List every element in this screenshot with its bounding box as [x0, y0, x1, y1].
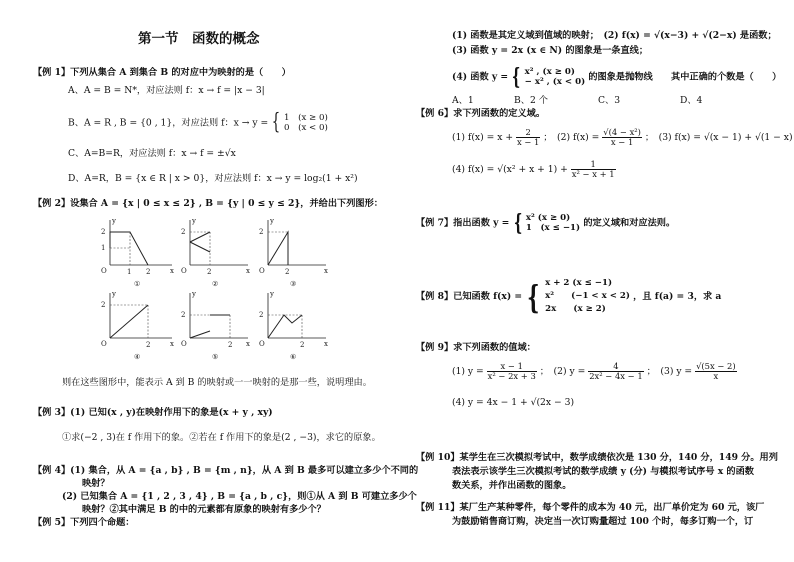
formula-text: (1) f(x) = x +: [452, 132, 514, 143]
origin-label: O: [101, 267, 107, 275]
example-4-stem-1b: 映射？: [82, 478, 110, 489]
example-9-stem: 【例 9】求下列函数的值域：: [416, 342, 536, 353]
example-5-p1: (1) 函数是其定义域到值域的映射； (2) f(x) = √(x−3) + √(2−x) 是函数；: [452, 30, 777, 41]
example-10-line-2: 表法表示该学生三次模拟考试的数学成绩 y (分) 与模拟考试序号 x 的函数: [452, 466, 754, 477]
example-1-option-c: C、A=B=R，对应法则 f：x → f = ±√x: [68, 148, 236, 159]
piecewise-cases: [284, 113, 328, 133]
example-4-stem-2: (2) 已知集合 A = {1 , 2 , 3 , 4} , B = {a , b , c}，则①从 A 到 B 可建立多少个: [62, 491, 417, 502]
tick-2: 2: [207, 268, 212, 276]
example-6-stem: 【例 6】求下列函数的定义域。: [416, 108, 546, 119]
tick-2: 2: [300, 341, 305, 349]
example-9-f4: (4) y = 4x − 1 + √(2x − 3): [452, 397, 575, 408]
formula-text: (1) y =: [452, 366, 484, 377]
graph-label-2: ②: [212, 280, 219, 288]
formula-text: ； (3) f(x) = √(x − 1) + √(1 − x): [644, 132, 793, 143]
x-label: x: [170, 267, 174, 275]
y-label: y: [112, 290, 116, 298]
graph-3: [259, 217, 328, 288]
origin-label: O: [181, 267, 187, 275]
numerator: √(5x − 2): [696, 361, 736, 371]
tick-2: 2: [259, 228, 264, 236]
graph-4: [101, 290, 174, 361]
piecewise-cases: [525, 67, 585, 87]
example-2-question: 则在这些图形中，能表示 A 到 B 的映射或一一映射的是那一些，说明理由。: [62, 377, 372, 388]
tick-2: 2: [146, 268, 151, 276]
tick-2: 2: [285, 268, 290, 276]
piecewise-cases: [545, 277, 630, 316]
tick-2: 2: [181, 228, 186, 236]
numerator: 1: [571, 160, 616, 170]
fraction: [516, 128, 540, 147]
origin-label: O: [259, 267, 265, 275]
graph-5: [181, 290, 250, 361]
x-label: x: [246, 267, 250, 275]
case-line: 1 (x ≤ −1): [525, 223, 581, 233]
fraction: [487, 362, 537, 381]
case-line: 2x (x ≥ 2): [545, 304, 606, 314]
example-1-option-b: [68, 112, 328, 134]
example-5-option-a: A、1: [452, 95, 474, 106]
example-5-p4-question: 的图象是抛物线 其中正确的个数是（ ）: [588, 71, 782, 83]
example-8: [416, 277, 721, 316]
numerator: 4: [588, 362, 643, 372]
fraction: [571, 160, 616, 179]
denominator: x: [713, 371, 719, 381]
page-title: 第一节 函数的概念: [138, 31, 260, 47]
graph-line: [268, 315, 302, 338]
graph-label-6: ⑥: [290, 353, 297, 361]
denominator: 2x² − 4x − 1: [589, 371, 643, 381]
tick-2: 2: [101, 301, 106, 309]
denominator: x − 1: [516, 137, 540, 147]
brace-icon: {: [513, 210, 522, 236]
example-5-option-d: D、4: [680, 95, 703, 106]
x-label: x: [324, 267, 328, 275]
fraction: [602, 128, 642, 147]
y-label: y: [270, 217, 274, 225]
example-3-stem: 【例 3】(1) 已知(x , y)在映射作用下的象是(x + y , xy): [33, 407, 273, 418]
example-11-line-2: 为鼓励销售商订购，决定当一次订购量超过 100 个时，每多订购一个，订: [452, 516, 754, 527]
graph-label-1: ①: [134, 280, 141, 288]
example-1-option-a: A、A = B = N*，对应法则 f：x → f = |x − 3|: [68, 85, 265, 96]
formula-text: ； (2) y =: [539, 366, 586, 377]
case-line: x² (x ≥ 0): [525, 213, 571, 223]
piecewise-cases: [526, 213, 580, 233]
case-line: x² , (x ≥ 0): [524, 67, 575, 77]
graph-1: [101, 217, 174, 288]
example-5-p4: [452, 66, 781, 88]
origin-label: O: [181, 340, 187, 348]
case-line: 0 (x < 0): [284, 123, 328, 133]
tick-2: 2: [228, 341, 233, 349]
tick-2: 2: [181, 311, 186, 319]
formula-text: ； (2) f(x) =: [543, 132, 600, 143]
graph-2: [181, 217, 250, 288]
x-label: x: [170, 340, 174, 348]
numerator: x − 1: [487, 362, 537, 372]
example-7: [416, 212, 675, 234]
y-label: y: [192, 290, 196, 298]
denominator: x² − 2x + 3: [487, 371, 536, 381]
denominator: x² − x + 1: [571, 169, 615, 179]
denominator: x − 1: [610, 137, 634, 147]
example-11-line-1: 【例 11】某厂生产某种零件，每个零件的成本为 40 元，出厂单价定为 60 元，该厂: [416, 502, 765, 513]
example-5-option-b: B、2 个: [514, 95, 548, 106]
brace-icon: {: [527, 277, 540, 316]
brace-icon: {: [512, 64, 521, 90]
example-10-line-3: 数关系，并作出函数的图象。: [452, 480, 572, 491]
example-1-option-d: D、A=R，B = {x ∈ R | x > 0}，对应法则 f：x → y = log₂(1 + x²): [68, 173, 358, 184]
formula-text: ； (3) y =: [646, 366, 693, 377]
x-label: x: [246, 340, 250, 348]
numerator: 2: [516, 128, 540, 138]
example-7-question: 的定义域和对应法则。: [583, 217, 676, 229]
example-5-p4-text: (4) 函数 y =: [452, 71, 509, 83]
tick-2: 2: [259, 311, 264, 319]
y-label: y: [192, 217, 196, 225]
tick-1: 1: [127, 268, 132, 276]
formula-text: (4) f(x) = √(x² + x + 1) +: [452, 164, 568, 175]
tick-1: 1: [101, 244, 106, 252]
graph-line: [110, 232, 148, 265]
example-2-stem: 【例 2】设集合 A = {x | 0 ≤ x ≤ 2} , B = {y | 0 ≤ y ≤ 2}，并给出下列图形：: [33, 198, 383, 209]
y-label: y: [112, 217, 116, 225]
example-5-option-c: C、3: [598, 95, 621, 106]
origin-label: O: [259, 340, 265, 348]
example-2-graphs: [98, 215, 338, 361]
example-3-sub: ①求(−2 , 3)在 f 作用下的象。②若在 f 作用下的象是(2 , −3)，求它的原象。: [62, 432, 381, 443]
graph-line: [190, 232, 210, 242]
graph-6: [259, 290, 328, 361]
example-9-f123: [452, 362, 737, 381]
example-1-option-b-text: B、A = R , B = {0 , 1}，对应法则 f：x → y =: [68, 117, 269, 129]
example-6-f4: [452, 160, 616, 179]
example-10-line-1: 【例 10】某学生在三次模拟考试中，数学成绩依次是 130 分，140 分，149 分。用列: [416, 452, 778, 463]
y-label: y: [270, 290, 274, 298]
tick-2: 2: [146, 341, 151, 349]
example-6-f123: [452, 128, 793, 147]
example-4-stem-1: 【例 4】(1) 集合，从 A = {a , b} , B = {m , n}，从 A 到 B 最多可以建立多少个不同的: [33, 465, 419, 476]
case-line: x + 2 (x ≤ −1): [545, 278, 613, 288]
example-8-question: ，且 f(a) = 3，求 a: [633, 291, 722, 302]
case-line: 1 (x ≥ 0): [284, 113, 328, 123]
example-5-stem: 【例 5】下列四个命题：: [33, 517, 135, 528]
example-7-text: 【例 7】指出函数 y =: [416, 217, 510, 229]
tick-2: 2: [101, 228, 106, 236]
graph-line: [110, 305, 148, 338]
graph-label-3: ③: [290, 280, 297, 288]
origin-label: O: [101, 340, 107, 348]
example-4-stem-2b: 映射？②其中满足 B 的中的元素都有原象的映射有多少个？: [82, 504, 326, 515]
graph-label-4: ④: [134, 353, 141, 361]
graph-label-5: ⑤: [212, 353, 219, 361]
graph-line: [190, 331, 210, 338]
numerator: √(4 − x²): [603, 127, 641, 137]
graph-line: [268, 232, 288, 265]
fraction: [695, 362, 737, 381]
example-5-p3: (3) 函数 y = 2x (x ∈ N) 的图象是一条直线；: [452, 45, 649, 56]
example-1-stem: 【例 1】下列从集合 A 到集合 B 的对应中为映射的是（ ）: [33, 67, 291, 78]
case-line: − x² , (x < 0): [524, 77, 586, 87]
x-label: x: [324, 340, 328, 348]
brace-icon: {: [271, 110, 281, 135]
fraction: [588, 362, 643, 381]
case-line: x² (−1 < x < 2): [545, 291, 630, 301]
graph-line: [190, 242, 210, 252]
example-8-text: 【例 8】已知函数 f(x) =: [416, 291, 523, 302]
